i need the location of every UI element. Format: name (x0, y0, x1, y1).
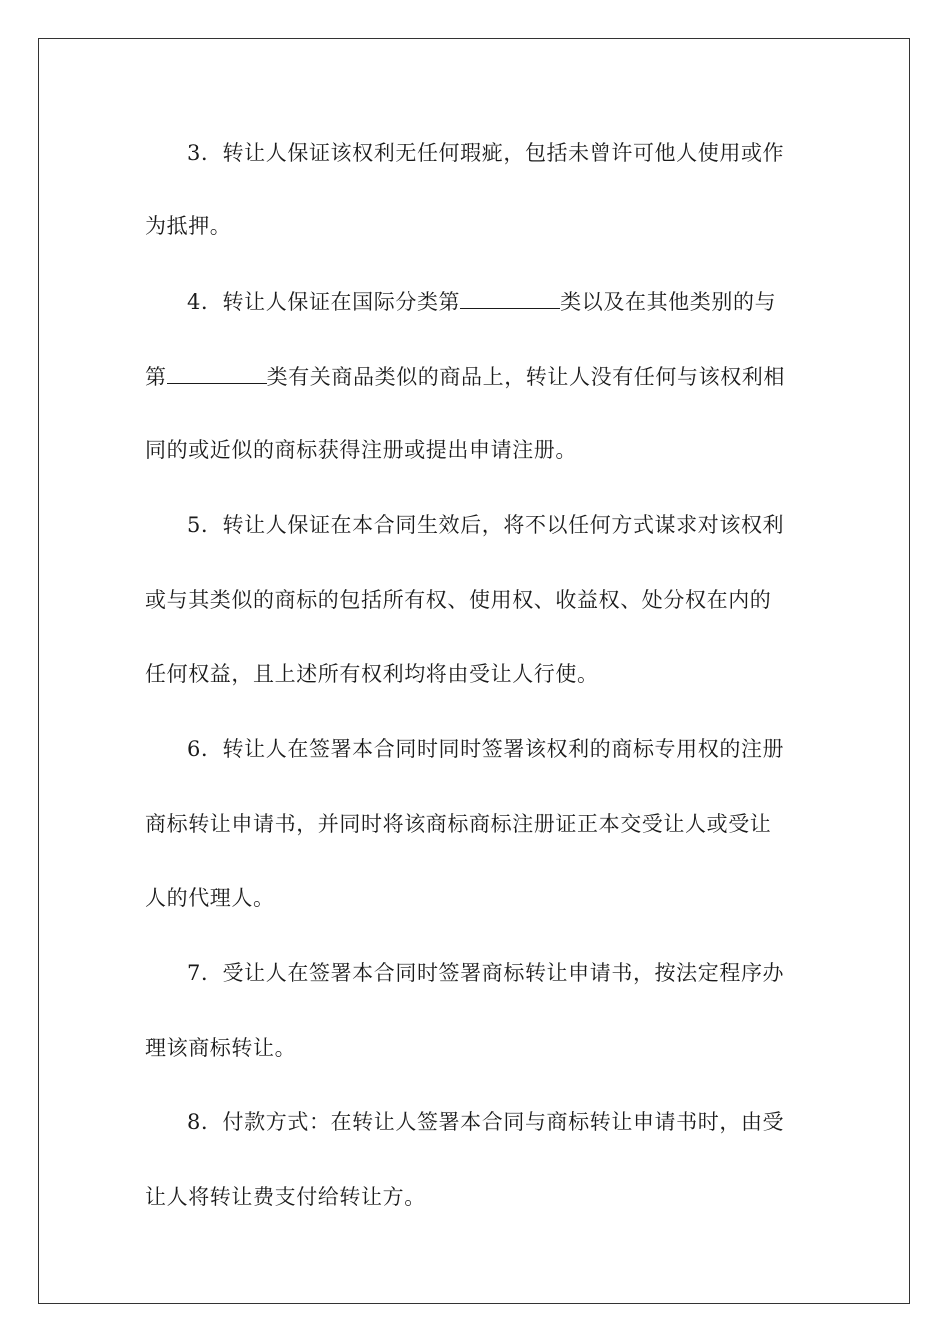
clause-3-line-1: 3．转让人保证该权利无任何瑕疵，包括未曾许可他人使用或作 (187, 141, 785, 165)
clause-4-line-2-text-a: 第 (145, 365, 167, 389)
clause-4-line-1-text-a: 4．转让人保证在国际分类第 (187, 290, 461, 314)
clause-5-line-3: 任何权益，且上述所有权利均将由受让人行使。 (145, 662, 599, 686)
clause-6-line-2: 商标转让申请书，并同时将该商标商标注册证正本交受让人或受让 (145, 812, 772, 836)
clause-5-line-1: 5．转让人保证在本合同生效后，将不以任何方式谋求对该权利 (187, 513, 785, 537)
related-class-blank[interactable] (167, 361, 267, 384)
clause-5-line-2: 或与其类似的商标的包括所有权、使用权、收益权、处分权在内的 (145, 588, 772, 612)
clause-3-line-2: 为抵押。 (145, 214, 232, 238)
class-number-blank[interactable] (460, 286, 560, 309)
clause-6-line-3: 人的代理人。 (145, 886, 275, 910)
clause-4-line-3: 同的或近似的商标获得注册或提出申请注册。 (145, 438, 577, 462)
clause-7-line-2: 理该商标转让。 (145, 1036, 297, 1060)
clause-4-line-1-text-b: 类以及在其他类别的与 (560, 290, 777, 314)
clause-4-line-1 (187, 286, 847, 317)
clause-4-line-2 (145, 361, 805, 392)
clause-8-line-2: 让人将转让费支付给转让方。 (145, 1185, 426, 1209)
clause-7-line-1: 7．受让人在签署本合同时签署商标转让申请书，按法定程序办 (187, 961, 785, 985)
clause-8-line-1: 8．付款方式：在转让人签署本合同与商标转让申请书时，由受 (187, 1110, 785, 1134)
clause-4-line-2-text-b: 类有关商品类似的商品上，转让人没有任何与该权利相 (266, 365, 786, 389)
clause-6-line-1: 6．转让人在签署本合同时同时签署该权利的商标专用权的注册 (187, 737, 785, 761)
